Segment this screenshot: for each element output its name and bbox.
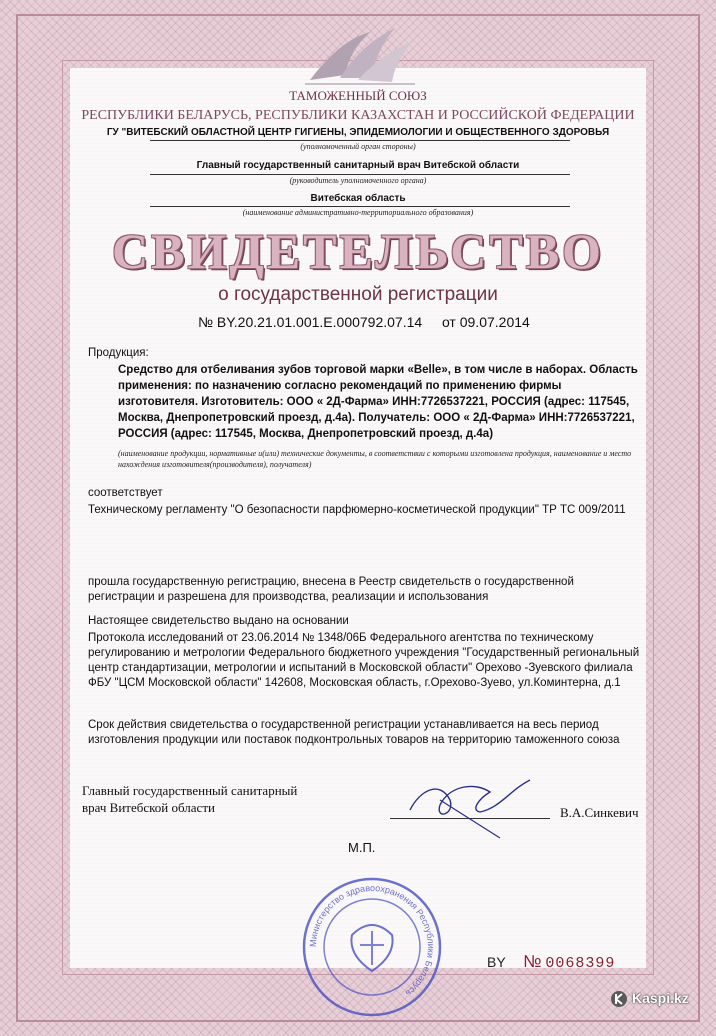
region-note: (наименование административно-территориального образования) xyxy=(242,208,474,217)
signatory-position xyxy=(82,782,297,816)
validity-text: Срок действия свидетельства о государственной регистрации устанавливается на весь период изготовления продукции или поставок подконтрольных товаров на территорию таможенного союза xyxy=(88,719,620,746)
watermark xyxy=(610,988,710,1010)
official-stamp-icon xyxy=(300,875,445,1020)
republics-title: РЕСПУБЛИКИ БЕЛАРУСЬ, РЕСПУБЛИКИ КАЗАХСТАН И РОССИЙСКОЙ ФЕДЕРАЦИИ xyxy=(81,108,635,123)
mp-label: М.П. xyxy=(348,840,376,855)
signature-icon xyxy=(380,770,540,840)
blank-series: BY xyxy=(487,954,506,970)
certificate-subtitle: о государственной регистрации xyxy=(218,284,498,305)
blank-number xyxy=(487,952,615,972)
certificate-title: СВИДЕТЕЛЬСТВО xyxy=(112,223,604,279)
kaspi-logo-icon xyxy=(610,990,628,1008)
signatory-position-line1: Главный государственный санитарный xyxy=(82,783,298,798)
conformity-text: Техническому регламенту "О безопасности парфюмерно-косметической продукции" ТР ТС 009/2011 xyxy=(88,504,626,516)
registration-date: от 09.07.2014 xyxy=(441,314,530,330)
organ-head: Главный государственный санитарный врач Витебской области xyxy=(196,160,520,171)
blank-no-sign: № xyxy=(523,952,542,971)
union-title: ТАМОЖЕННЫЙ СОЮЗ xyxy=(289,88,427,103)
stamp-text: Министерство здравоохранения Республики Беларусь xyxy=(307,882,437,999)
product-note: (наименование продукции, нормативные и(или) технические документы, в соответствии с которыми изготовлена продукция, наименование и место нахождения изготовителя(производителя), получателя) xyxy=(118,449,632,469)
customs-union-emblem-icon xyxy=(300,20,420,90)
organ-note: (уполномоченный орган стороны) xyxy=(300,142,416,151)
blank-number-value: 0068399 xyxy=(545,955,616,972)
product-label: Продукция: xyxy=(88,347,149,359)
region-name: Витебская область xyxy=(310,193,406,204)
authorized-organ: ГУ "ВИТЕБСКИЙ ОБЛАСТНОЙ ЦЕНТР ГИГИЕНЫ, ЭПИДЕМИОЛОГИИ И ОБЩЕСТВЕННОГО ЗДОРОВЬЯ xyxy=(106,127,610,138)
registration-number-value: № BY.20.21.01.001.Е.000792.07.14 xyxy=(198,314,423,330)
registration-number xyxy=(198,314,530,330)
basis-text: Протокола исследований от 23.06.2014 № 1348/06Б Федерального агентства по техническому регулированию и метрологии Федерального бюджетного учреждения "Государственный региональный центр стандартизации, метрологии и испытаний в Московской области" Орехово -Зуевского филиала ФБУ "ЦСМ Московской области" 142608, Московская область, г.Орехово-Зуево, ул.Коминтерна, д.1 xyxy=(88,632,640,689)
basis-label: Настоящее свидетельство выдано на основании xyxy=(88,615,349,627)
product-description: Средство для отбеливания зубов торговой марки «Belle», в том числе в наборах. Область применения: по назначению согласно рекомендаций по применению фирмы изготовителя. Изготовитель: ООО « 2Д-Фарма» ИНН:7726537221, РОССИЯ (адрес: 117545, Москва, Днепропетровский проезд, д.4а). Получатель: ООО « 2Д-Фарма» ИНН:7726537221, РОССИЯ (адрес: 117545, Москва, Днепропетровский проезд, д.4а) xyxy=(118,364,638,440)
signatory-name: В.А.Синкевич xyxy=(560,805,639,820)
conformity-label: соответствует xyxy=(88,487,163,499)
registration-text: прошла государственную регистрацию, внесена в Реестр свидетельств о государственной регистрации и разрешена для производства, реализации и использования xyxy=(88,576,574,603)
signatory-position-line2: врач Витебской области xyxy=(82,800,215,815)
watermark-text: Kaspi.kz xyxy=(632,990,689,1006)
head-note: (руководитель уполномоченного органа) xyxy=(289,176,427,185)
